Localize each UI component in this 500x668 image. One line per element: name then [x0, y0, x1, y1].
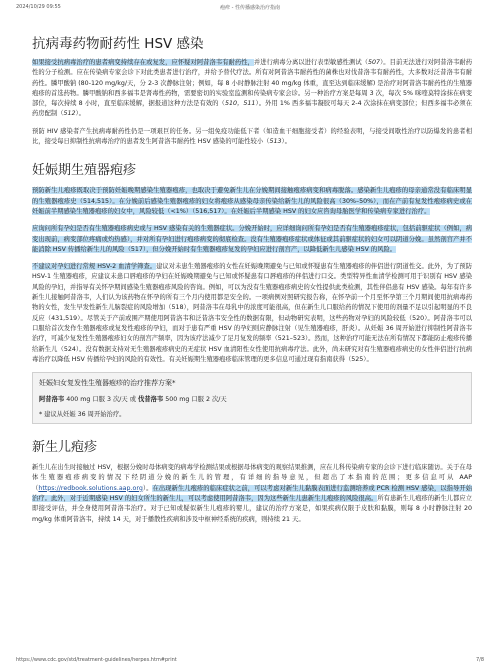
- aap-redbook-link[interactable]: https://redbook.solutions.aap.org: [38, 484, 143, 492]
- page-number: 7/8: [475, 657, 484, 663]
- drug-valacyclovir: 伐昔洛韦: [138, 396, 164, 404]
- regimen-note: * 建议从妊娠 36 周开始治疗。: [39, 411, 126, 419]
- highlight-history: 应询问所有孕妇是否有生殖器疱疹病史或与 HSV 感染有关的生殖器症状。分娩开始时，应详细询问所有孕妇是否有生殖器疱疹症状，包括前驱症状（例如，病变出现前，病变部位疼痛或灼热感），并对所有孕妇进行疱疹病变的彻底检查。没有生殖器疱疹症状或体征或其前驱症状的妇女可以阴道分娩。虽然剖宫产并不能消除 HSV 传播给新生儿的风险（517），但分娩开始时有生殖器疱疹复发的孕妇应进行剖宫产，以降低新生儿感染 HSV 的风险。: [32, 225, 472, 253]
- paragraph-neonatal-1: 新生儿在出生时接触过 HSV，根据分娩时母体病变的病毒学检测结果或根据母体病变的观察结果推测，应在儿科传染病专家的会诊下进行临床随访。关于在母体生殖器疱疹病变的情况下经阴道分娩的新生儿的管理，有详细的指导意见，但超出了本指南的范围；更多信息可从 AAP（https://redbook.solutions.aap.org）。在出现新生儿疱疹的临床症状之前，可以考虑对新生儿黏膜表面进行监测培养或 PCR 检测 HSV 感染，以指导开始治疗。此外，对于近期感染 HSV 的妇女所生的新生儿，可以考虑使用阿昔洛韦，因为这些新生儿患新生儿疱疹的风险很高。所有患新生儿疱疹的新生儿都应立即接受评估，并全身使用阿昔洛韦治疗。对于已知或疑似新生儿疱疹的婴儿，建议的治疗方案是，如果疾病仅限于皮肤和黏膜，则每 8 小时静脉注射 20 mg/kg 体重阿昔洛韦，持续 14 天，对于播散性疾病和涉及中枢神经系统的疾病，则持续 21 天。: [32, 464, 472, 523]
- footer-url: https://www.cdc.gov/std/treatment-guidelines/herpes.htm#print: [16, 657, 177, 663]
- regimen-title: 妊娠妇女复发性生殖器疱疹的治疗推荐方案*: [39, 379, 176, 388]
- section-heading-pregnancy: 妊娠期生殖器疱疹: [32, 163, 137, 179]
- paragraph-pregnancy-1: [32, 186, 472, 217]
- print-footer: [0, 652, 500, 668]
- highlight-resistance: 如果接受抗病毒治疗的患者病变持续存在或复发，应怀疑对阿昔洛韦有耐药性，: [32, 59, 254, 66]
- print-title: 疱疹 - 性传播感染治疗指南: [220, 4, 280, 11]
- highlight-neonatal: 在出现新生儿疱疹的临床症状之前，可以考虑对新生儿黏膜表面进行监测培养或 PCR 检测 HSV 感染，以指导开始治疗。此外，对于近期感染 HSV 的妇女所生的新生儿，可以考虑使用阿昔洛韦，因为这些新生儿患新生儿疱疹的风险很高。: [32, 484, 472, 503]
- recommended-regimen-box: [32, 372, 472, 424]
- paragraph-resistant-hsv-1: 如果接受抗病毒治疗的患者病变持续存在或复发，应怀疑对阿昔洛韦有耐药性，并进行病毒分离以进行表型敏感性测试（507）。目前无法进行对阿昔洛韦耐药性的分子检测。应在传染病专家会诊下对此类患者进行治疗，并给予替代疗法。所有对阿昔洛韦耐药性的菌株也对伐昔洛韦有耐药性，大多数对泛昔洛韦有耐药性。膦甲酸钠 (80-120 mg/kg/天，分 2-3 次静脉注射；例如，每 8 小时静脉注射 40 mg/kg 体重，直至达到临床缓解) 是治疗对阿昔洛韦耐药性的生殖器疱疹的首选药物。膦甲酸钠和西多福韦是肾毒性药物，需要密切的实验室监测和传染病专家会诊。另一种治疗方案是每周 3 次，每次 5% 咪喹莫特涂抹在病变部位，每次持续 8 小时，直至临床缓解，据报道这种方法是有效的（510，511）。外用 1% 西多福韦凝胶可每天 2-4 次涂抹在病变部位；但西多福韦必须在药房配制（512）。: [32, 59, 473, 118]
- paragraph-pregnancy-2: [32, 224, 472, 255]
- highlight-screening: 不建议对孕妇进行常规 HSV-2 血清学筛查。: [32, 263, 157, 271]
- drug-acyclovir: 阿昔洛韦: [39, 396, 65, 404]
- section-heading-resistant-hsv: 抗病毒药物耐药性 HSV 感染: [32, 36, 204, 52]
- paragraph-pregnancy-3: 不建议对孕妇进行常规 HSV-2 血清学筛查。建议对未患生殖器疱疹的女性在妊娠晚期避免与已知或怀疑患有生殖器疱疹的伴侣进行阴道性交。此外，为了预防 HSV-1 生殖器疱疹，应建议未患口唇疱疹的孕妇在妊娠晚期避免与已知或怀疑患有口唇疱疹的伴侣进行口交。类型特异性血清学检测可用于识别有 HSV 感染风险的孕妇，并指导有关怀孕期间感染生殖器疱疹风险的咨询。例如，可以为没有生殖器疱疹病史的女性提供此类检测，其性伴侣患有 HSV 感染。每年有许多新生儿接触阿昔洛韦，人们认为该药物在怀孕的所有三个月内使用都是安全的。一项病例对照研究报告称，在怀孕前一个月至怀孕第三个月期间使用抗病毒药物的女性，发生早发性新生儿脑裂症的风险增加（518），阿昔洛韦在母乳中的浓度可能很高，但在新生儿口服给药的情况下使用的剂量不足以引起明显的不良反应（431,519）。尽管关于产前或围产期使用阿昔洛韦和泛昔洛韦安全性的数据有限，但动物研究表明，这些药物对孕妇的风险较低（520）。阿昔洛韦可以口服给首次发作生殖器疱疹或复发性疱疹的孕妇，而对于患有严重 HSV 的孕妇则应静脉注射（见生殖器疱疹，肝炎）。从妊娠 36 周开始进行抑制性阿昔洛韦治疗，可减少复发性生殖器疱疹妇女的剖宫产频率，因为该疗法减少了足月复发的频率（521–523）。然而，这种治疗可能无法在所有情况下都能防止疱疹传播给新生儿（524）。没有数据支持对无生殖器疱疹病史的无症状 HSV 血清阳性女性使用抗病毒疗法。此外，尚未研究对有生殖器疱疹病史的女性伴侣进行抗病毒治疗以降低 HSV 传播给孕妇的风险的有效性。有关妊娠期生殖器疱疹临床管理的更多信息可通过现有指南获得（525）。: [32, 263, 473, 363]
- section-heading-neonatal: 新生儿疱疹: [32, 440, 98, 456]
- document-page: [32, 32, 472, 532]
- paragraph-resistant-hsv-2: 预防 HIV 感染者产生抗病毒耐药性仍是一项艰巨的任务。另一组免疫功能低下者（如造血干细胞接受者）的经验表明，与接受间歇性治疗以防爆发的患者相比，接受每日抑制性抗病毒治疗的患者发生阿昔洛韦耐药性 HSV 感染的可能性较小（513）。: [32, 127, 472, 146]
- print-header: [0, 0, 500, 14]
- highlight-prevention: 预防新生儿疱疹既取决于预防妊娠晚期感染生殖器疱疹，也取决于避免新生儿在分娩期间接触疱疹病变和病毒脱落。感染新生儿疱疹的母亲通常没有临床明显的生殖器疱疹史（514,515）。在分娩前后感染生殖器疱疹的妇女将疱疹从感染母亲传染给新生儿的风险很高（30%–50%），而在产前有复发性疱疹病史或在妊娠前半期感染生殖器疱疹的妇女中，风险较低（<1%）（516,517）。在妊娠后半期感染 HSV 的妇女应咨询母胎医学和传染病专家进行治疗。: [32, 187, 472, 215]
- print-datetime: 2024/10/29 09:55: [16, 4, 61, 10]
- regimen-row: 阿昔洛韦 400 mg 口服 3 次/天 或 伐昔洛韦 500 mg 口服 2 次/天: [39, 396, 227, 404]
